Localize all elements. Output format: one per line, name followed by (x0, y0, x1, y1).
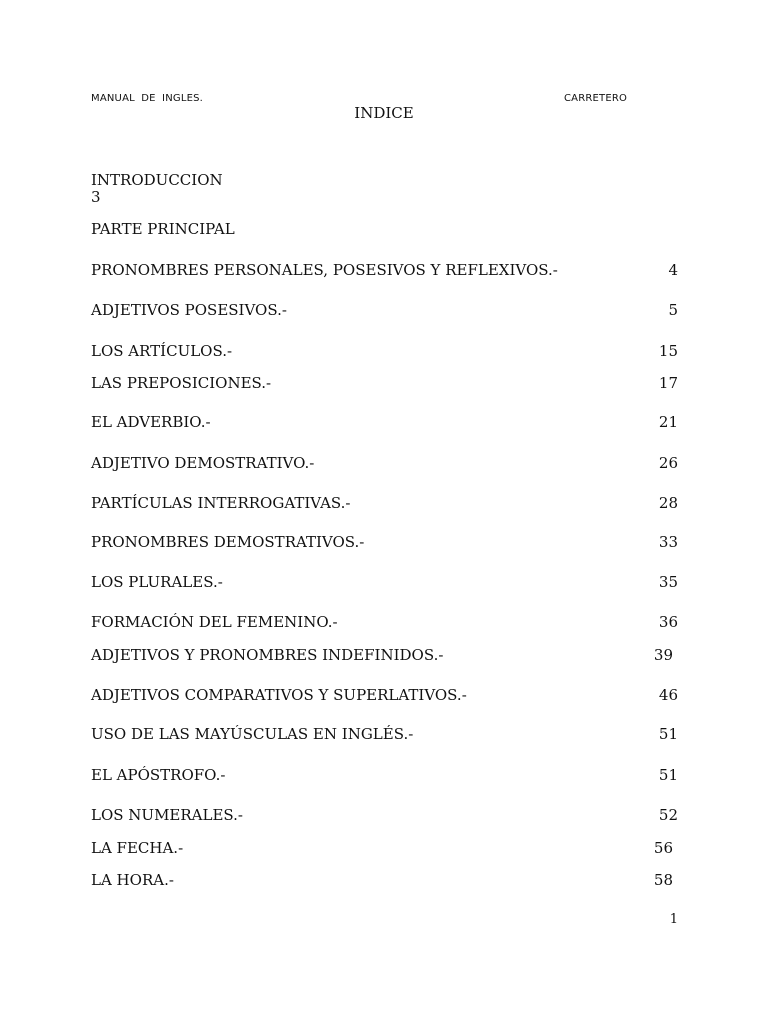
toc-entry-label: LA FECHA.- (91, 839, 184, 857)
toc-entry-page: 26 (658, 454, 678, 472)
toc-entry-page: 4 (668, 261, 678, 279)
page-title: INDICE (354, 104, 414, 122)
running-header-right: CARRETERO (564, 93, 628, 104)
toc-entry-label: EL ADVERBIO.- (91, 413, 211, 431)
toc-entry-label: USO DE LAS MAYÚSCULAS EN INGLÉS.- (91, 725, 414, 743)
toc-entry-page: 36 (658, 613, 678, 631)
toc-entry-label: ADJETIVO DEMOSTRATIVO.- (91, 454, 315, 472)
toc-entry-label: LOS ARTÍCULOS.- (91, 342, 233, 360)
toc-entry-label: EL APÓSTROFO.- (91, 766, 226, 784)
toc-entry-page: 35 (658, 573, 678, 591)
toc-entry-label: ADJETIVOS POSESIVOS.- (91, 301, 287, 319)
section-heading: PARTE PRINCIPAL (91, 220, 235, 238)
toc-intro-page: 3 (91, 188, 101, 206)
toc-entry-label: ADJETIVOS COMPARATIVOS Y SUPERLATIVOS.- (91, 686, 467, 704)
toc-entry-label: FORMACIÓN DEL FEMENINO.- (91, 613, 338, 631)
toc-entry-page: 28 (658, 494, 678, 512)
toc-entry-label: LOS PLURALES.- (91, 573, 223, 591)
toc-entry-page: 51 (658, 766, 678, 784)
toc-entry-page: 15 (658, 342, 678, 360)
toc-entry-page: 52 (658, 806, 678, 824)
toc-entry-label: LAS PREPOSICIONES.- (91, 374, 272, 392)
toc-entry-label: PARTÍCULAS INTERROGATIVAS.- (91, 494, 351, 512)
running-header-left: MANUAL DE INGLES. (91, 93, 204, 104)
toc-entry-page: 17 (658, 374, 678, 392)
toc-entry-label: LA HORA.- (91, 871, 174, 889)
toc-entry-page: 46 (658, 686, 678, 704)
page-number: 1 (669, 912, 678, 927)
toc-intro-label: INTRODUCCION (91, 171, 223, 189)
toc-entry-page: 39 (653, 646, 673, 664)
toc-entry-label: LOS NUMERALES.- (91, 806, 243, 824)
toc-entry-page: 58 (653, 871, 673, 889)
toc-entry-page: 33 (658, 533, 678, 551)
toc-entry-page: 5 (668, 301, 678, 319)
toc-entry-page: 51 (658, 725, 678, 743)
toc-entry-label: PRONOMBRES PERSONALES, POSESIVOS Y REFLEXIVOS.- (91, 261, 558, 279)
toc-entry-label: PRONOMBRES DEMOSTRATIVOS.- (91, 533, 365, 551)
toc-entry-page: 56 (653, 839, 673, 857)
toc-entry-label: ADJETIVOS Y PRONOMBRES INDEFINIDOS.- (91, 646, 444, 664)
toc-entry-page: 21 (658, 413, 678, 431)
